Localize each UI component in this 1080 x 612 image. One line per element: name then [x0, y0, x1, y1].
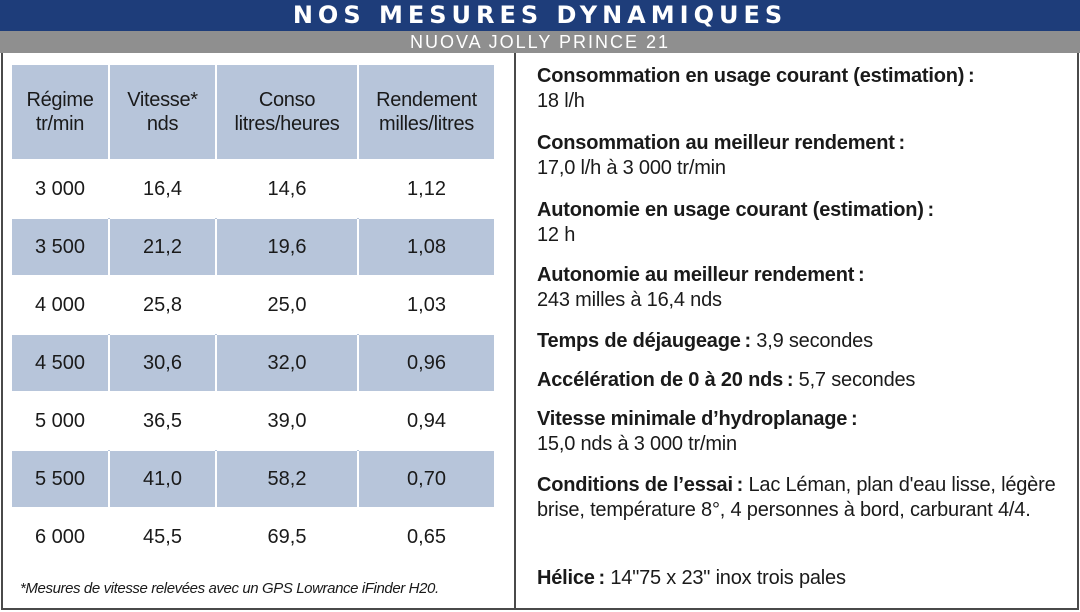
page-title: NOS MESURES DYNAMIQUES — [0, 0, 1080, 31]
spec-autonomy-usual — [537, 198, 934, 248]
cell-vitesse: 30,6 — [109, 334, 216, 392]
cell-regime: 6 000 — [12, 508, 109, 566]
spec-value: 17,0 l/h à 3 000 tr/min — [537, 157, 726, 179]
cell-rendement: 1,03 — [358, 276, 494, 334]
cell-rendement: 1,08 — [358, 218, 494, 276]
spec-value: Lac Léman, plan d'eau lisse, légère brise, température 8°, 4 personnes à bord, carburant 4/4. — [537, 474, 1056, 521]
column-header-rendement: Rendement milles/litres — [358, 65, 494, 160]
spec-acceleration — [537, 368, 915, 393]
cell-conso: 32,0 — [216, 334, 358, 392]
table-row — [12, 508, 494, 566]
table-row — [12, 392, 494, 450]
spec-label: Accélération de 0 à 20 nds : — [537, 369, 794, 391]
spec-value: 18 l/h — [537, 90, 585, 112]
table-row — [12, 160, 494, 218]
cell-vitesse: 25,8 — [109, 276, 216, 334]
spec-consumption-usual — [537, 64, 974, 114]
cell-vitesse: 16,4 — [109, 160, 216, 218]
spec-label: Autonomie au meilleur rendement : — [537, 264, 865, 286]
spec-label: Conditions de l’essai : — [537, 474, 744, 496]
spec-label: Hélice : — [537, 567, 605, 589]
cell-conso: 14,6 — [216, 160, 358, 218]
cell-vitesse: 45,5 — [109, 508, 216, 566]
table-row — [12, 450, 494, 508]
cell-regime: 4 000 — [12, 276, 109, 334]
cell-vitesse: 41,0 — [109, 450, 216, 508]
cell-regime: 3 500 — [12, 218, 109, 276]
cell-conso: 19,6 — [216, 218, 358, 276]
cell-regime: 3 000 — [12, 160, 109, 218]
column-header-vitesse: Vitesse* nds — [109, 65, 216, 160]
table-row — [12, 334, 494, 392]
cell-regime: 5 500 — [12, 450, 109, 508]
spec-test-conditions — [537, 473, 1057, 523]
column-divider — [514, 53, 516, 610]
column-header-regime: Régime tr/min — [12, 65, 109, 160]
spec-value: 12 h — [537, 224, 576, 246]
spec-label: Vitesse minimale d’hydroplanage : — [537, 408, 858, 430]
spec-label: Consommation en usage courant (estimation) : — [537, 65, 975, 87]
spec-label: Temps de déjaugeage : — [537, 330, 751, 352]
cell-vitesse: 21,2 — [109, 218, 216, 276]
page-subtitle: NUOVA JOLLY PRINCE 21 — [0, 31, 1080, 53]
spec-value: 14"75 x 23" inox trois pales — [610, 567, 846, 589]
spec-planing-time — [537, 329, 873, 354]
cell-regime: 4 500 — [12, 334, 109, 392]
cell-rendement: 0,94 — [358, 392, 494, 450]
cell-rendement: 0,96 — [358, 334, 494, 392]
spec-propeller — [537, 566, 846, 591]
spec-label: Autonomie en usage courant (estimation) : — [537, 199, 934, 221]
spec-autonomy-best — [537, 263, 864, 313]
spec-label: Consommation au meilleur rendement : — [537, 132, 905, 154]
spec-value: 3,9 secondes — [756, 330, 873, 352]
cell-vitesse: 36,5 — [109, 392, 216, 450]
cell-regime: 5 000 — [12, 392, 109, 450]
measurements-table — [12, 65, 494, 566]
cell-conso: 69,5 — [216, 508, 358, 566]
table-header-row — [12, 65, 494, 160]
table-row — [12, 218, 494, 276]
column-header-conso: Conso litres/heures — [216, 65, 358, 160]
spec-value: 15,0 nds à 3 000 tr/min — [537, 433, 737, 455]
spec-value: 243 milles à 16,4 nds — [537, 289, 722, 311]
cell-rendement: 0,70 — [358, 450, 494, 508]
table-footnote: *Mesures de vitesse relevées avec un GPS Lowrance iFinder H20. — [20, 580, 439, 597]
cell-conso: 39,0 — [216, 392, 358, 450]
cell-rendement: 0,65 — [358, 508, 494, 566]
table-row — [12, 276, 494, 334]
spec-consumption-best — [537, 131, 905, 181]
spec-value: 5,7 secondes — [798, 369, 916, 391]
cell-conso: 25,0 — [216, 276, 358, 334]
spec-min-planing-speed — [537, 407, 857, 457]
cell-conso: 58,2 — [216, 450, 358, 508]
cell-rendement: 1,12 — [358, 160, 494, 218]
